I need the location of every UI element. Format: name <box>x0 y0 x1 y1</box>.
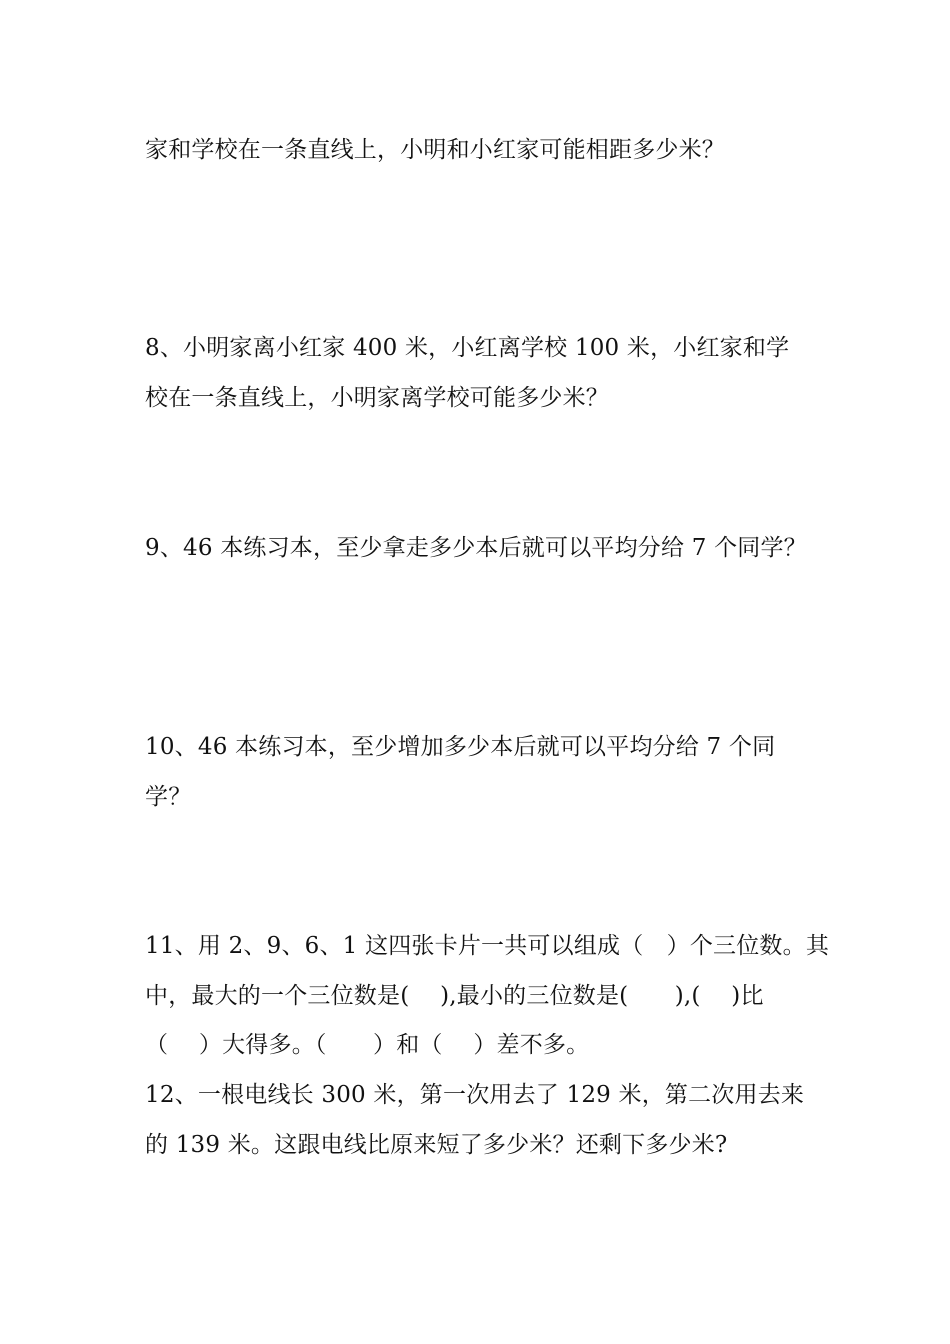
problem-12-line-1: 12、一根电线长 300 米，第一次用去了 129 米，第二次用去来 <box>145 1082 805 1108</box>
problem-7-continuation: 家和学校在一条直线上，小明和小红家可能相距多少米？ <box>145 137 725 163</box>
problem-11-line-2: 中，最大的一个三位数是( ),最小的三位数是( ),( )比 <box>145 983 764 1009</box>
problem-12-line-2: 的 139 米。这跟电线比原来短了多少米？还剩下多少米? <box>145 1132 728 1158</box>
problem-11-line-3: （ ）大得多。（ ）和（ ）差不多。 <box>145 1032 590 1058</box>
problem-10-line-1: 10、46 本练习本，至少增加多少本后就可以平均分给 7 个同 <box>145 734 776 760</box>
problem-8-line-1: 8、小明家离小红家 400 米，小红离学校 100 米，小红家和学 <box>145 335 790 361</box>
problem-8-line-2: 校在一条直线上，小明家离学校可能多少米？ <box>145 385 609 411</box>
problem-10-line-2: 学？ <box>145 784 192 810</box>
problem-9: 9、46 本练习本，至少拿走多少本后就可以平均分给 7 个同学？ <box>145 535 807 561</box>
problem-11-line-1: 11、用 2、9、6、1 这四张卡片一共可以组成（ ）个三位数。其 <box>145 933 830 959</box>
